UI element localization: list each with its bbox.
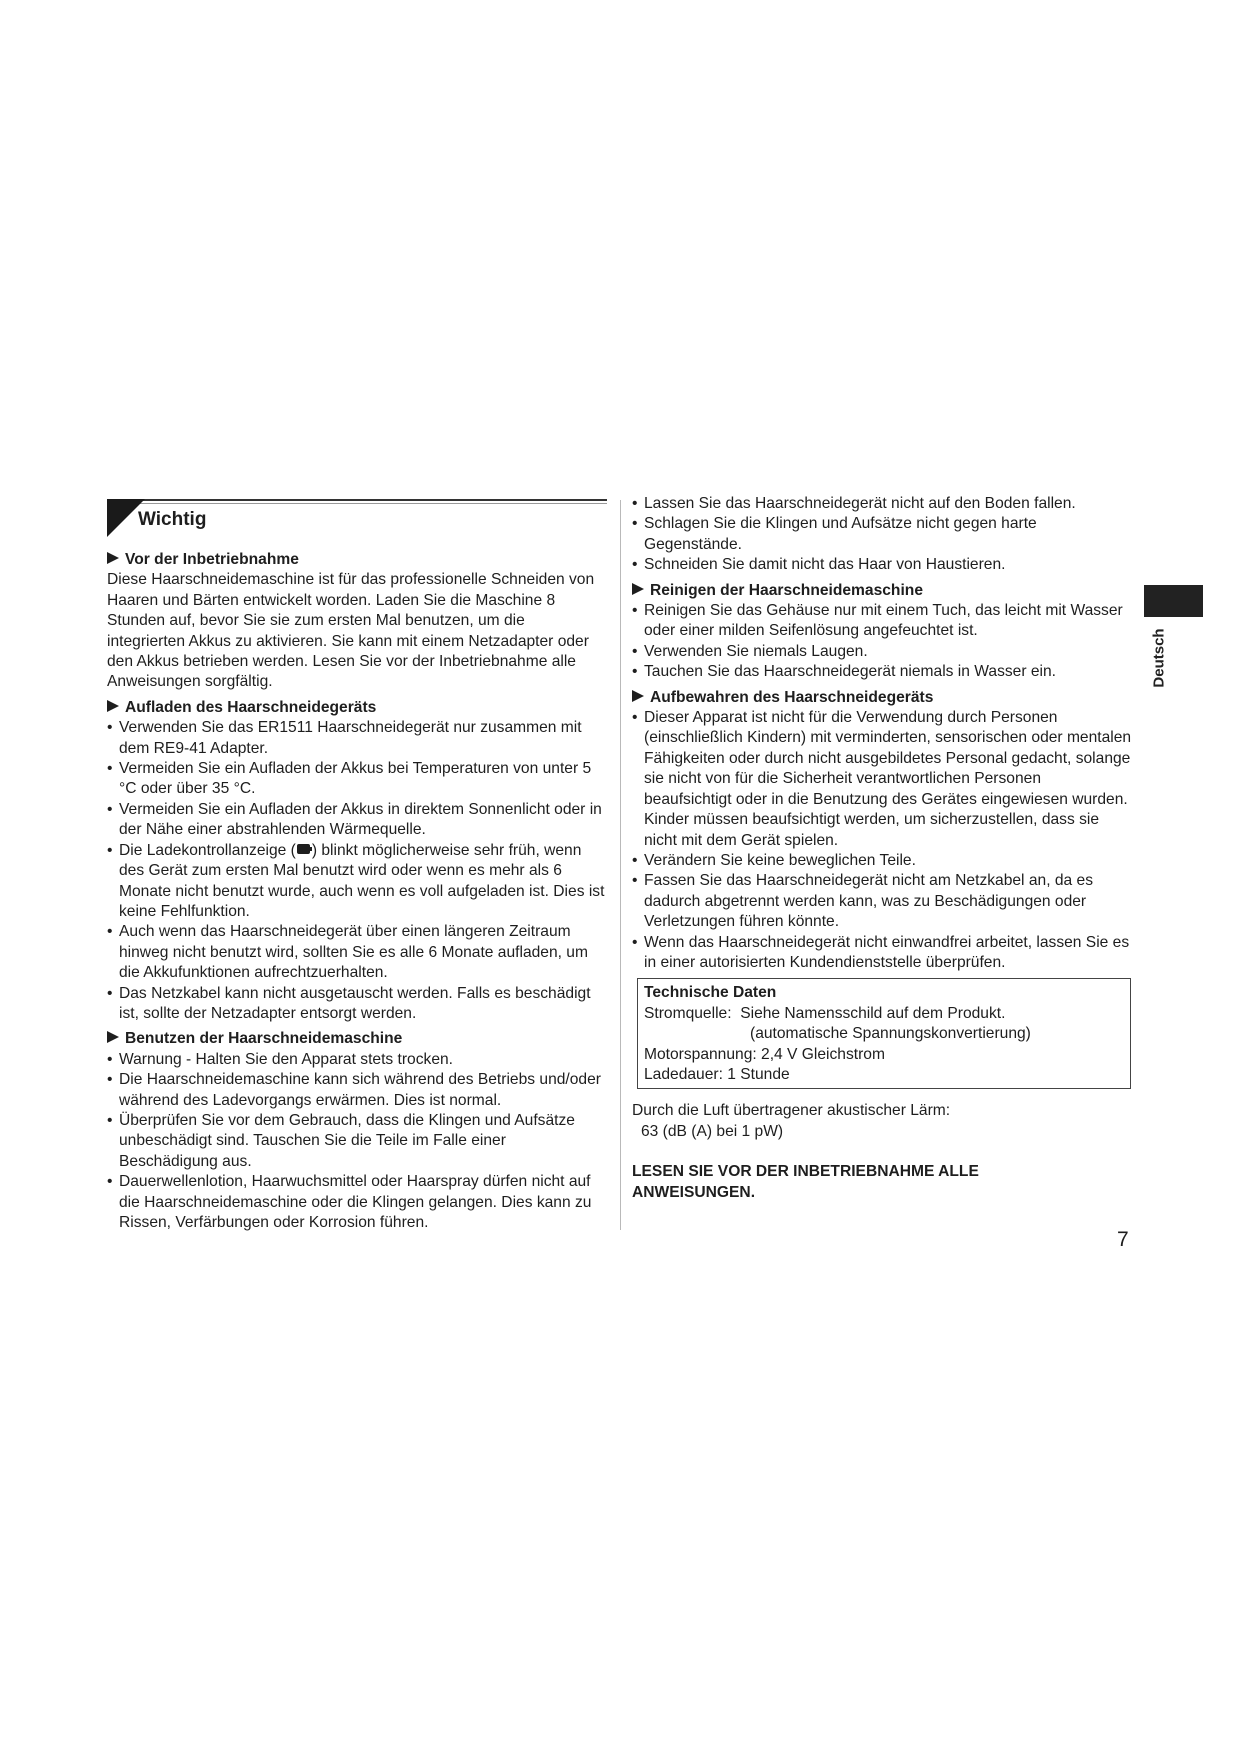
arrow-icon [107, 552, 119, 564]
list-item: • Lassen Sie das Haarschneidegerät nicht auf den Boden fallen. [632, 494, 1132, 514]
section-heading-storage: Aufbewahren des Haarschneidegeräts [632, 688, 1132, 708]
read-instructions-notice: LESEN SIE VOR DER INBETRIEBNAHME ALLE ANWEISUNGEN. [632, 1163, 979, 1201]
storage-list [632, 708, 1132, 973]
spec-title: Technische Daten [644, 984, 777, 1002]
spec-charge-time: Ladedauer: 1 Stunde [644, 1065, 790, 1083]
arrow-icon [632, 690, 644, 702]
arrow-icon [107, 1031, 119, 1043]
noise-value: 63 (dB (A) bei 1 pW) [641, 1122, 784, 1140]
section-heading-cleaning: Reinigen der Haarschneidemaschine [632, 581, 1132, 601]
list-item: • Fassen Sie das Haarschneidegerät nicht am Netzkabel an, da es dadurch abgetrennt werden kann, was zu Beschädigungen oder Verletzungen führen könnte. [632, 871, 1132, 932]
left-column [107, 498, 607, 1233]
charging-list [107, 718, 607, 1024]
language-label: Deutsch [1150, 628, 1168, 688]
list-item: • Vermeiden Sie ein Aufladen der Akkus bei Temperaturen von unter 5 °C oder über 35 °C. [107, 759, 607, 800]
list-item: • Verwenden Sie niemals Laugen. [632, 642, 1132, 662]
charge-indicator-icon [296, 842, 312, 856]
list-item: • Verwenden Sie das ER1511 Haarschneidegerät nur zusammen mit dem RE9-41 Adapter. [107, 718, 607, 759]
cleaning-list [632, 601, 1132, 683]
list-item: • Wenn das Haarschneidegerät nicht einwandfrei arbeitet, lassen Sie es in einer autorisierten Kundendienststelle überprüfen. [632, 933, 1132, 974]
spec-motor-voltage: Motorspannung: 2,4 V Gleichstrom [644, 1045, 885, 1063]
list-item: • Reinigen Sie das Gehäuse nur mit einem Tuch, das leicht mit Wasser oder einer milden Seifenlösung angefeuchtet ist. [632, 601, 1132, 642]
noise-label: Durch die Luft übertragener akustischer Lärm: [632, 1102, 951, 1120]
section-heading-before-use: Vor der Inbetriebnahme [107, 550, 607, 570]
section-heading-charging: Aufladen des Haarschneidegeräts [107, 698, 607, 718]
arrow-icon [632, 583, 644, 595]
list-item: • Das Netzkabel kann nicht ausgetauscht werden. Falls es beschädigt ist, sollte der Netzadapter entsorgt werden. [107, 984, 607, 1025]
arrow-icon [107, 700, 119, 712]
page-number: 7 [1117, 1228, 1129, 1251]
list-item: • Vermeiden Sie ein Aufladen der Akkus in direktem Sonnenlicht oder in der Nähe einer abstrahlenden Wärmequelle. [107, 800, 607, 841]
list-item: • Schneiden Sie damit nicht das Haar von Haustieren. [632, 555, 1132, 575]
technical-data-box [637, 978, 1131, 1089]
list-item: • Die Haarschneidemaschine kann sich während des Betriebs und/oder während des Ladevorgangs erwärmen. Dies ist normal. [107, 1070, 607, 1111]
list-item: • Verändern Sie keine beweglichen Teile. [632, 851, 1132, 871]
spec-power-note: (automatische Spannungskonvertierung) [750, 1025, 1031, 1043]
page-title: Wichtig [138, 509, 207, 530]
intro-paragraph: Diese Haarschneidemaschine ist für das professionelle Schneiden von Haaren und Bärten entwickelt worden. Laden Sie die Maschine 8 Stunden auf, bevor Sie sie zum ersten Mal benutzen, um die integrierten Akkus zu aktivieren. Sie kann mit einem Netzadapter oder den Akkus betrieben werden. Lesen Sie vor der Inbetriebnahme alle Anweisungen sorgfältig. [107, 571, 595, 691]
list-item: • Dauerwellenlotion, Haarwuchsmittel oder Haarspray dürfen nicht auf die Haarschneidemaschine oder die Klingen gelangen. Dies kann zu Rissen, Verfärbungen oder Korrosion führen. [107, 1172, 607, 1233]
usage-list [107, 1050, 607, 1234]
spec-power-source: Stromquelle: Siehe Namensschild auf dem Produkt. [644, 1004, 1006, 1022]
section-heading-usage: Benutzen der Haarschneidemaschine [107, 1029, 607, 1049]
list-item: • Tauchen Sie das Haarschneidegerät niemals in Wasser ein. [632, 662, 1132, 682]
list-item: • Schlagen Sie die Klingen und Aufsätze nicht gegen harte Gegenstände. [632, 514, 1132, 555]
list-item: • Warnung - Halten Sie den Apparat stets trocken. [107, 1050, 607, 1070]
list-item: • Auch wenn das Haarschneidegerät über einen längeren Zeitraum hinweg nicht benutzt wird, sollten Sie es alle 6 Monate aufladen, um die Akkufunktionen aufrechtzuerhalten. [107, 922, 607, 983]
language-tab [1144, 585, 1203, 617]
list-item: • Dieser Apparat ist nicht für die Verwendung durch Personen (einschließlich Kindern) mit verminderten, sensorischen oder mentalen Fähigkeiten oder durch nicht ausgebildetes Personal gedacht, solange sie nicht von für die Sicherheit verantwortlichen Personen beaufsichtigt oder in die Benutzung des Gerätes eingewiesen wurden. Kinder müssen beaufsichtigt werden, um sicherzustellen, dass sie nicht mit dem Gerät spielen. [632, 708, 1132, 851]
list-item: • Überprüfen Sie vor dem Gebrauch, dass die Klingen und Aufsätze unbeschädigt sind. Tauschen Sie die Teile im Falle einer Beschädigung aus. [107, 1111, 607, 1172]
column-divider [620, 500, 621, 1230]
right-column [632, 494, 1132, 1203]
list-item: • Die Ladekontrollanzeige ( ) blinkt möglicherweise sehr früh, wenn des Gerät zum ersten Mal benutzt wird oder wenn es mehr als 6 Monate nicht benutzt wurde, auch wenn es voll aufgeladen ist. Dies ist keine Fehlfunktion. [107, 841, 607, 923]
handling-list [632, 494, 1132, 576]
